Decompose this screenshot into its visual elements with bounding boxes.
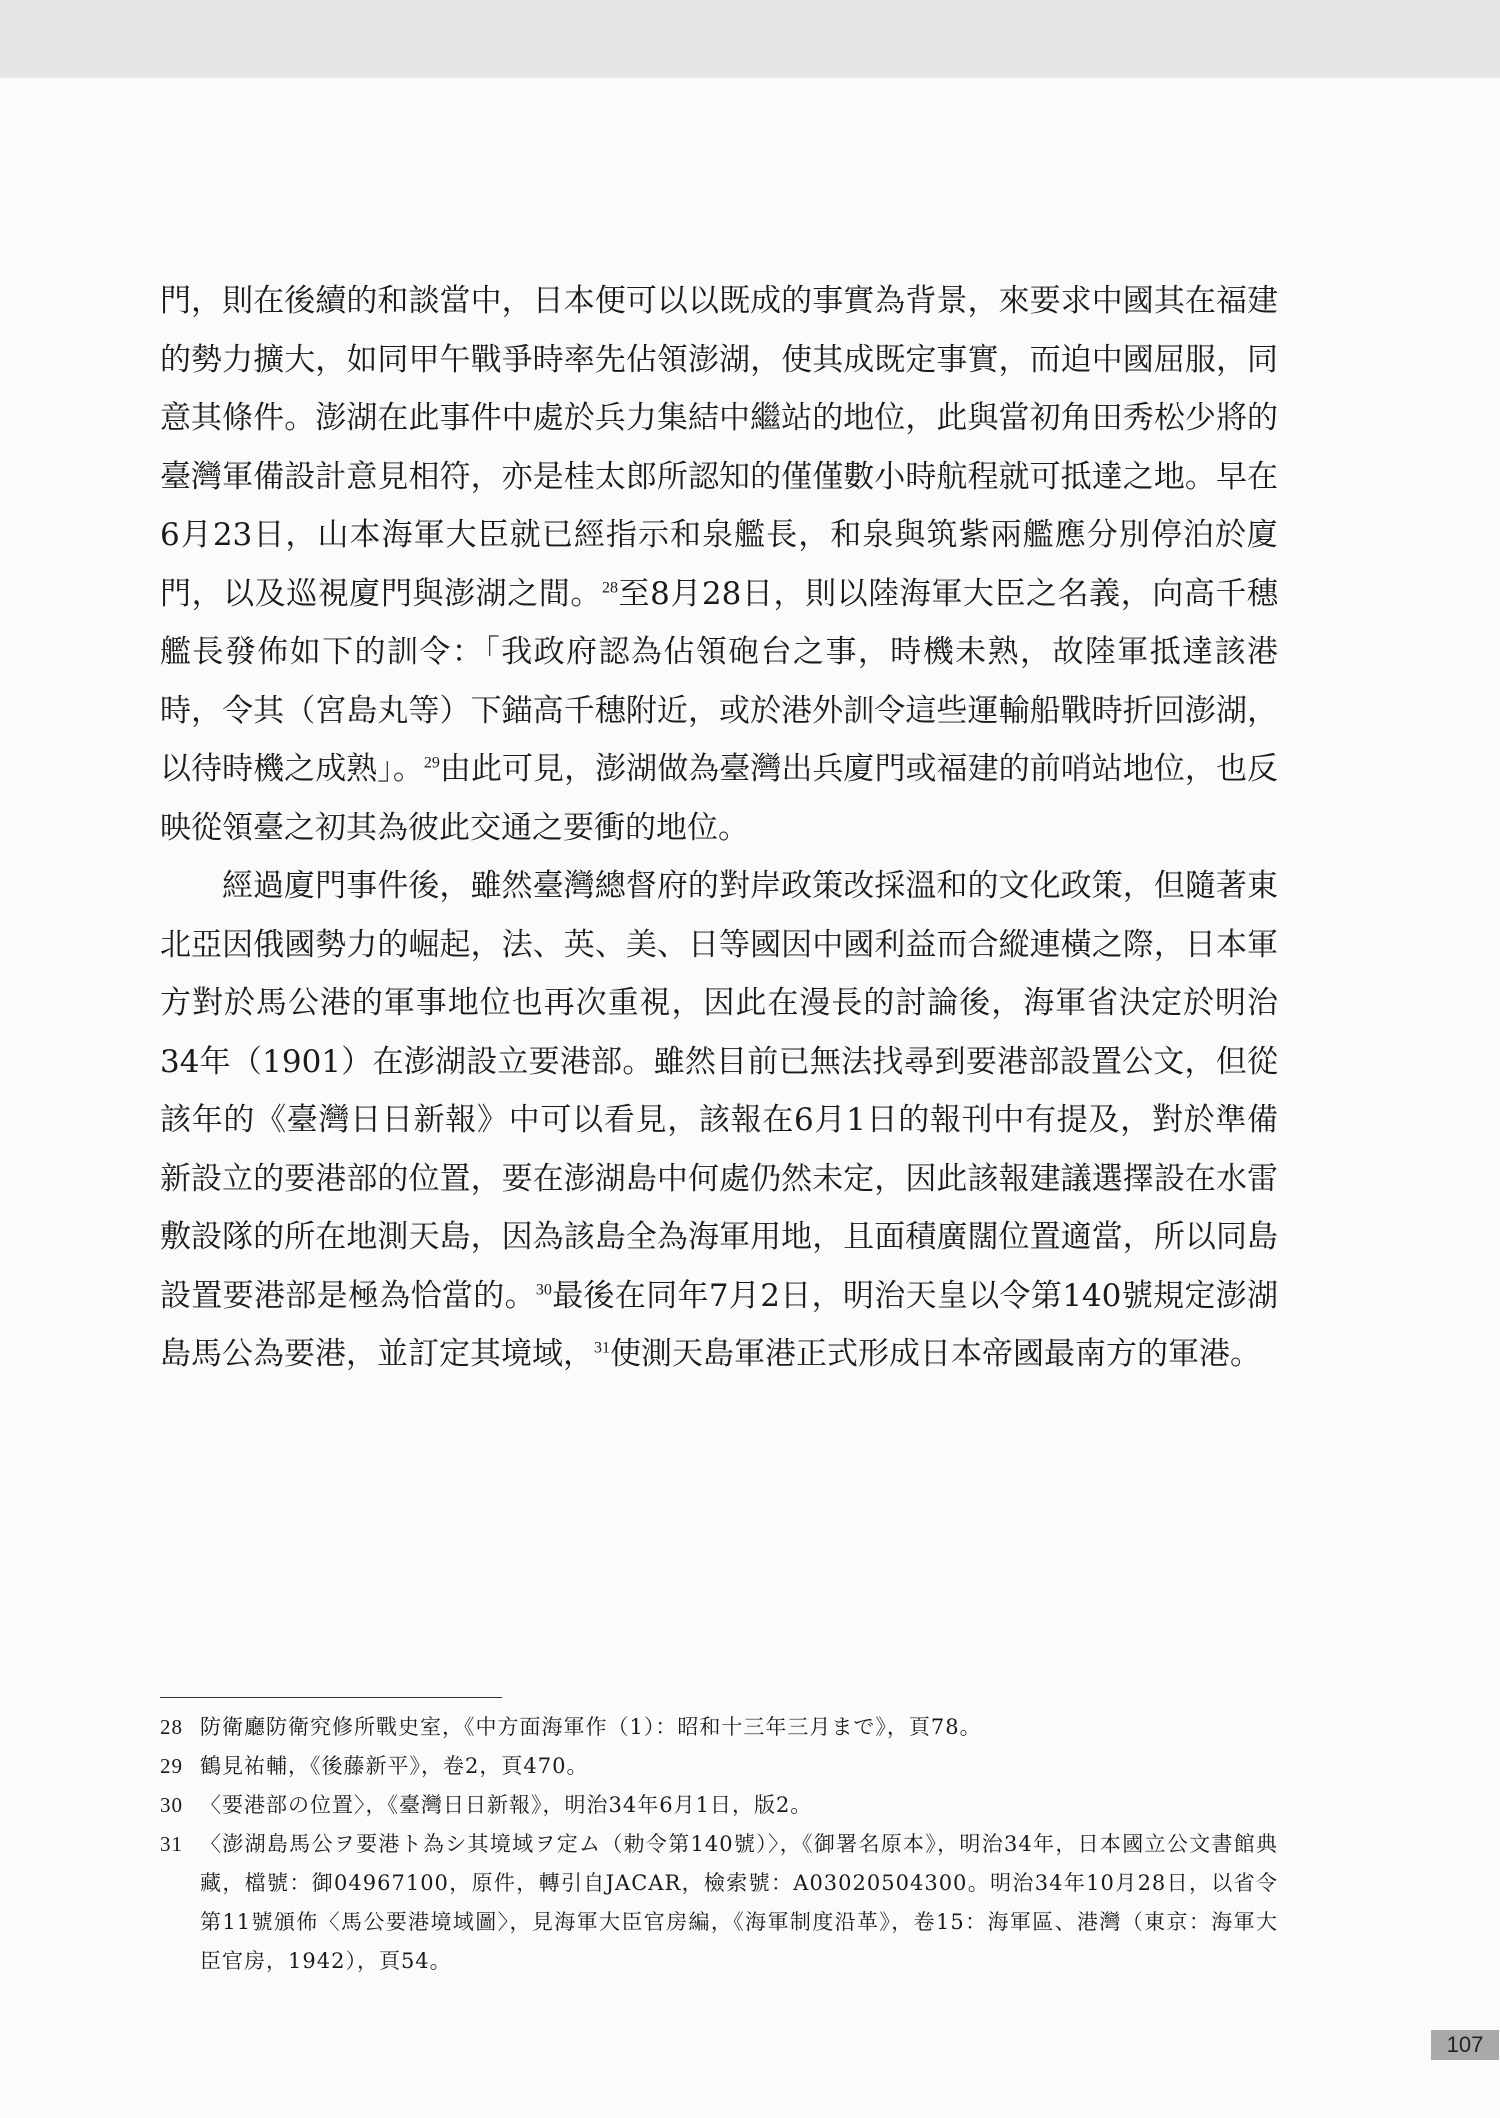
footnote-number: 30 <box>160 1793 183 1817</box>
footnote-reference: 31 <box>594 1339 610 1357</box>
paragraph-text: 至8月28日，則以陸海軍大臣之名義，向高千穗艦長發佈如下的訓令：「我政府認為佔領砲台之事，時機未熟，故陸軍抵達該港時，令其（宮島丸等）下錨高千穗附近，或於港外訓令這些運輸船戰時折回澎湖，以待時機之成熟」。 <box>160 575 1279 787</box>
footnote-reference: 28 <box>601 579 618 597</box>
paragraph-text: 使測天島軍港正式形成日本帝國最南方的軍港。 <box>610 1336 1261 1372</box>
page-number: 107 <box>1431 2030 1499 2060</box>
scan-top-margin <box>0 0 1500 78</box>
paragraph-text: 門，則在後續的和談當中，日本便可以以既成的事實為背景，來要求中國其在福建的勢力擴大，如同甲午戰爭時率先佔領澎湖，使其成既定事實，而迫中國屈服，同意其條件。澎湖在此事件中處於兵力集結中繼站的地位，此與當初角田秀松少將的臺灣軍備設計意見相符，亦是桂太郎所認知的僅僅數小時航程就可抵達之地。早在6月23日，山本海軍大臣就已經指示和泉艦長，和泉與筑紫兩艦應分別停泊於廈門，以及巡視廈門與澎湖之間。 <box>160 283 1278 612</box>
footnote-text: 鶴見祐輔，《後藤新平》，卷2，頁470。 <box>200 1754 589 1778</box>
footnote <box>160 1708 1278 1747</box>
footnote-number: 31 <box>160 1832 183 1856</box>
footnotes <box>160 1708 1278 1981</box>
footnote <box>160 1786 1278 1825</box>
footnote-number: 28 <box>160 1715 183 1739</box>
footnote-reference: 29 <box>423 754 440 772</box>
footnote-text: 〈澎湖島馬公ヲ要港ト為シ其境域ヲ定ム（勅令第140號）〉，《御署名原本》，明治34年，日本國立公文書館典藏，檔號：御04967100，原件，轉引自JACAR，檢索號：A03020504300。明治34年10月28日，以省令第11號頒佈〈馬公要港境域圖〉，見海軍大臣官房編，《海軍制度沿革》，卷15：海軍區、港灣（東京：海軍大臣官房，1942），頁54。 <box>200 1832 1278 1973</box>
paragraph-text: 經過廈門事件後，雖然臺灣總督府的對岸政策改採溫和的文化政策，但隨著東北亞因俄國勢力的崛起，法、英、美、日等國因中國利益而合縱連橫之際，日本軍方對於馬公港的軍事地位也再次重視，因此在漫長的討論後，海軍省決定於明治34年（1901）在澎湖設立要港部。雖然目前已無法找尋到要港部設置公文，但從該年的《臺灣日日新報》中可以看見，該報在6月1日的報刊中有提及，對於準備新設立的要港部的位置，要在澎湖島中何處仍然未定，因此該報建議選擇設在水雷敷設隊的所在地測天島，因為該島全為海軍用地，且面積廣闊位置適當，所以同島設置要港部是極為恰當的。 <box>160 868 1278 1314</box>
footnote-divider <box>160 1697 502 1698</box>
paragraph-text: 最後在同年7月2日，明治天皇以令第140號規定澎湖島馬公為要港，並訂定其境域， <box>160 1277 1278 1372</box>
body-paragraph <box>160 272 1278 857</box>
body-text <box>160 272 1278 1384</box>
footnote-reference: 30 <box>535 1281 552 1299</box>
footnote <box>160 1747 1278 1786</box>
footnote-text: 〈要港部の位置〉，《臺灣日日新報》，明治34年6月1日，版2。 <box>200 1793 813 1817</box>
footnote-number: 29 <box>160 1754 183 1778</box>
body-paragraph <box>160 857 1278 1384</box>
footnote <box>160 1825 1278 1981</box>
paragraph-text: 由此可見，澎湖做為臺灣出兵廈門或福建的前哨站地位，也反映從領臺之初其為彼此交通之要衝的地位。 <box>160 751 1278 846</box>
footnote-text: 防衛廳防衛究修所戰史室，《中方面海軍作（1）：昭和十三年三月まで》，頁78。 <box>200 1715 982 1739</box>
